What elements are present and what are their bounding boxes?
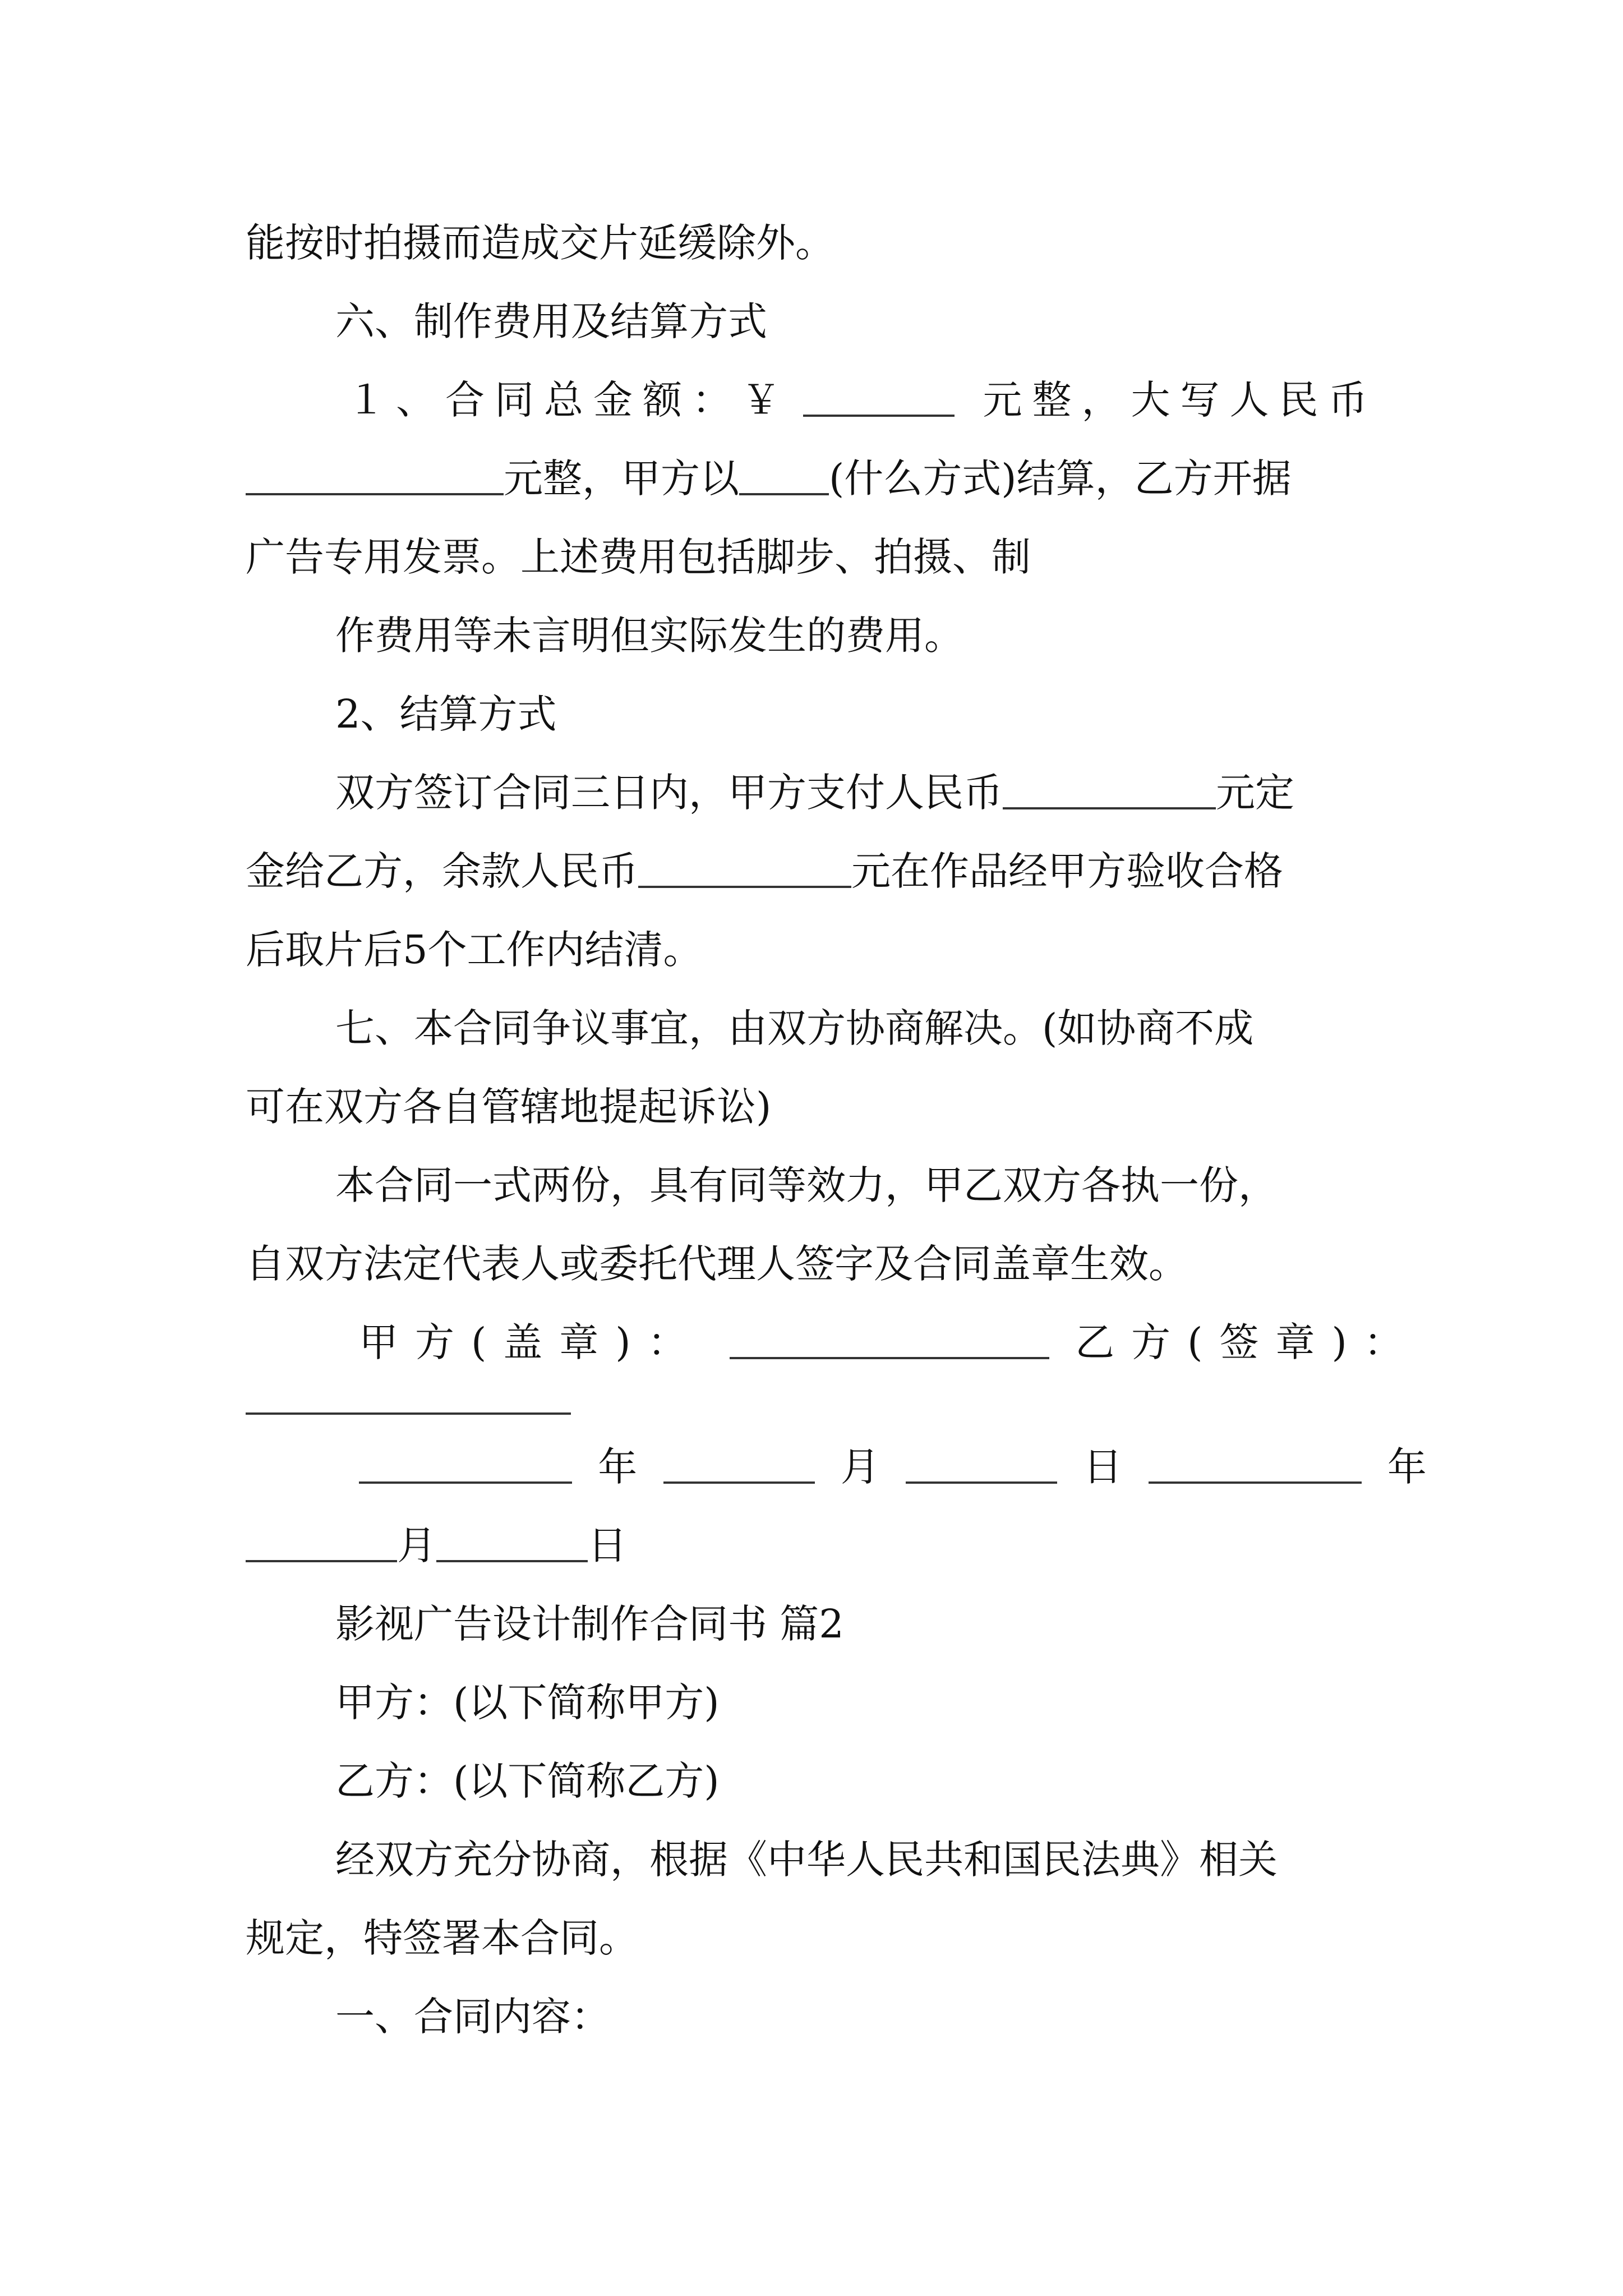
text: 本合同一式两份，具有同等效力，甲乙双方各执一份， — [335, 1162, 1278, 1208]
date-day-label: 日 — [1083, 1444, 1123, 1490]
party-a-line — [335, 1672, 1468, 1733]
text: 元整，大写人民币 — [983, 377, 1378, 423]
text: 元在作品经甲方验收合格 — [851, 848, 1283, 894]
text: 甲方：(以下简称甲方) — [335, 1680, 720, 1726]
section-heading — [335, 1986, 1468, 2047]
text: 可在双方各自管辖地提起诉讼) — [246, 1084, 772, 1130]
party-b-seal-label: 乙方(签章)： — [1075, 1319, 1420, 1365]
paragraph-line — [246, 1076, 1378, 1138]
date-month-label: 月 — [397, 1522, 436, 1568]
text: 能按时拍摄而造成交片延缓除外。 — [246, 220, 834, 266]
year-blank — [359, 1481, 572, 1484]
text: 七、本合同争议事宜，由双方协商解决。(如协商不成 — [335, 1005, 1254, 1051]
paragraph-line — [246, 919, 1378, 981]
sub-heading — [335, 683, 1468, 745]
document-title — [335, 1593, 1468, 1655]
paragraph-line — [246, 1907, 1378, 1969]
fill-in-blank — [246, 493, 504, 495]
year-blank — [1149, 1481, 1362, 1484]
paragraph-line — [246, 448, 1378, 509]
day-blank — [436, 1560, 588, 1562]
paragraph-line — [335, 1154, 1468, 1216]
party-a-seal-blank — [730, 1357, 1049, 1359]
text: 影视广告设计制作合同书 篇2 — [335, 1601, 844, 1647]
paragraph-line — [246, 1233, 1378, 1295]
text: 元定 — [1216, 770, 1294, 816]
text: 一、合同内容： — [335, 1994, 610, 2040]
fill-in-blank — [739, 493, 829, 495]
date-year-label: 年 — [1387, 1444, 1427, 1490]
fill-in-blank — [1003, 807, 1216, 809]
section-heading — [335, 291, 1468, 352]
text: 广告专用发票。上述费用包括脚步、拍摄、制 — [246, 534, 1031, 580]
text: 金给乙方，余款人民币 — [246, 848, 638, 894]
date-line — [359, 1436, 1427, 1498]
fill-in-blank — [638, 886, 851, 888]
text: 经双方充分协商，根据《中华人民共和国民法典》相关 — [335, 1837, 1278, 1883]
fill-in-blank — [803, 415, 955, 417]
text: 双方签订合同三日内，甲方支付人民币 — [335, 770, 1003, 816]
party-a-seal-label: 甲方(盖章)： — [359, 1319, 704, 1365]
paragraph-line — [335, 605, 1468, 666]
paragraph-line — [335, 1829, 1468, 1890]
paragraph-line — [335, 997, 1468, 1059]
party-b-seal-blank — [246, 1412, 571, 1415]
month-blank — [663, 1481, 815, 1484]
text: 六、制作费用及结算方式 — [335, 298, 767, 344]
signature-line — [359, 1312, 1420, 1373]
date-month-label: 月 — [840, 1444, 880, 1490]
paragraph-line — [335, 762, 1468, 823]
paragraph-line — [347, 369, 1378, 431]
text: 规定，特签署本合同。 — [246, 1915, 638, 1961]
paragraph-line — [246, 212, 1378, 274]
day-blank — [906, 1481, 1057, 1484]
date-line — [246, 1515, 1378, 1576]
date-year-label: 年 — [598, 1444, 638, 1490]
text: 作费用等未言明但实际发生的费用。 — [335, 613, 963, 659]
text: 元整，甲方以 — [504, 455, 739, 501]
paragraph-line — [246, 526, 1378, 588]
party-b-line — [335, 1750, 1468, 1812]
text: 后取片后5个工作内结清。 — [246, 927, 703, 973]
month-blank — [246, 1560, 397, 1562]
paragraph-line — [246, 840, 1378, 902]
text: １、合同总金额：￥ — [347, 377, 791, 423]
text: (什么方式)结算，乙方开据 — [829, 455, 1292, 501]
text: 乙方：(以下简称乙方) — [335, 1758, 720, 1804]
text: 2、结算方式 — [335, 691, 557, 737]
text: 自双方法定代表人或委托代理人签字及合同盖章生效。 — [246, 1241, 1188, 1287]
date-day-label: 日 — [588, 1522, 627, 1568]
